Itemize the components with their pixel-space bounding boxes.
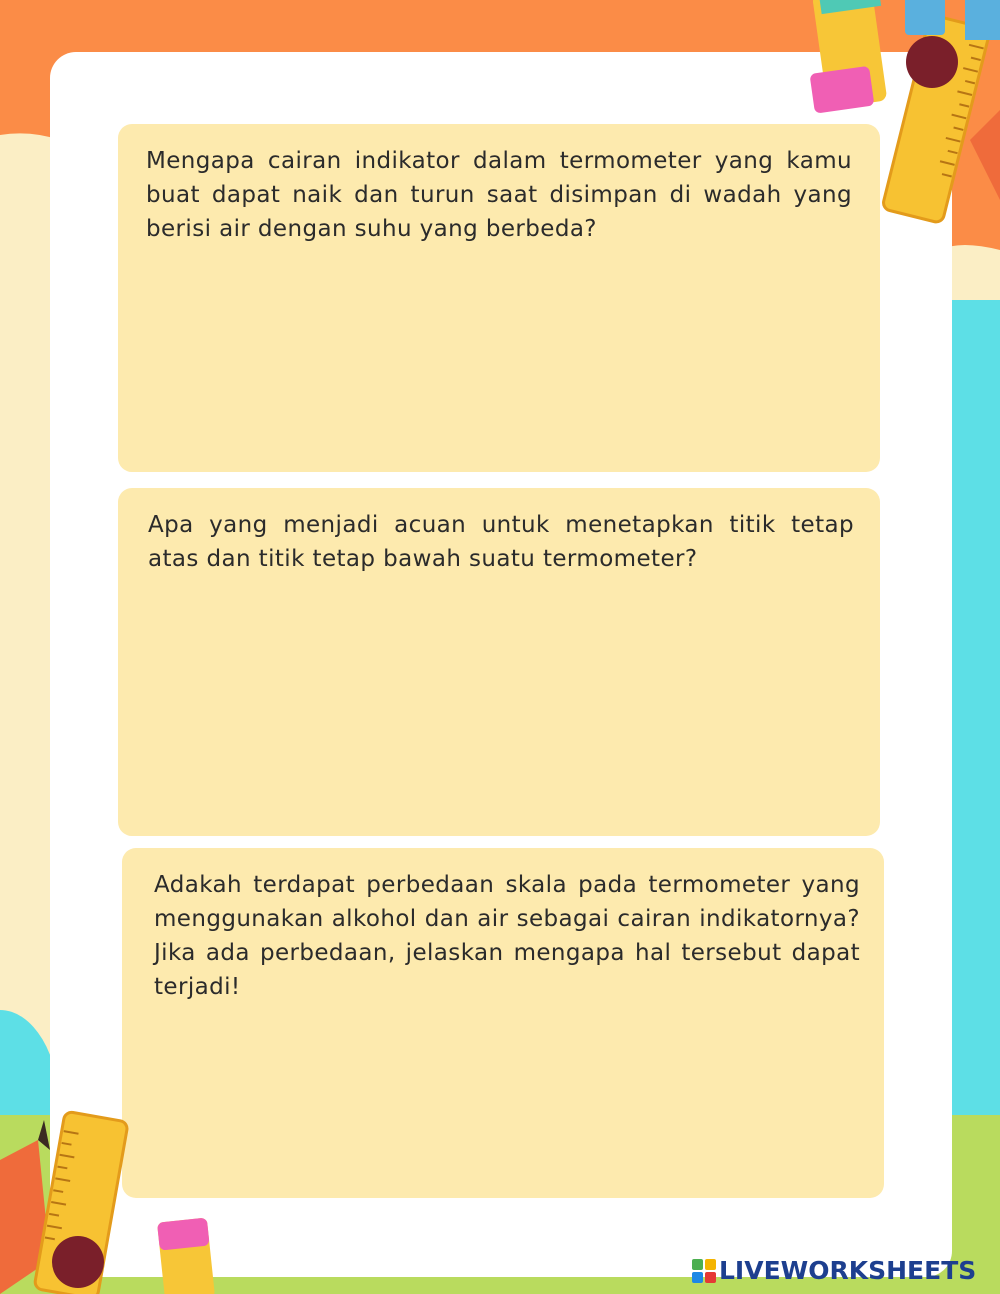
answer-box-1[interactable]	[118, 124, 880, 472]
liveworksheets-brand[interactable]	[692, 1254, 976, 1288]
paint-splash-icon	[52, 1236, 104, 1288]
answer-box-3[interactable]	[122, 848, 884, 1198]
question-1-text: Mengapa cairan indikator dalam termometer yang kamu buat dapat naik dan turun saat disimpan di wadah yang berisi air dengan suhu yang berbeda?	[146, 148, 852, 242]
question-3-text: Adakah terdapat perbedaan skala pada termometer yang menggunakan alkohol dan air sebagai cairan indikatornya? Jika ada perbedaan, jelaskan mengapa hal tersebut dapat terjadi!	[154, 872, 860, 1000]
stationery-top-right-decoration	[780, 0, 1000, 240]
answer-box-2[interactable]	[118, 488, 880, 836]
paint-splash-icon	[906, 36, 958, 88]
question-2-text: Apa yang menjadi acuan untuk menetapkan titik tetap atas dan titik tetap bawah suatu termometer?	[148, 512, 854, 572]
stationery-bottom-left-decoration	[0, 1110, 230, 1294]
liveworksheets-logo-icon	[692, 1259, 716, 1283]
eraser-icon	[809, 0, 887, 114]
liveworksheets-wordmark: LIVEWORKSHEETS	[719, 1256, 977, 1285]
eraser-icon	[157, 1218, 215, 1294]
